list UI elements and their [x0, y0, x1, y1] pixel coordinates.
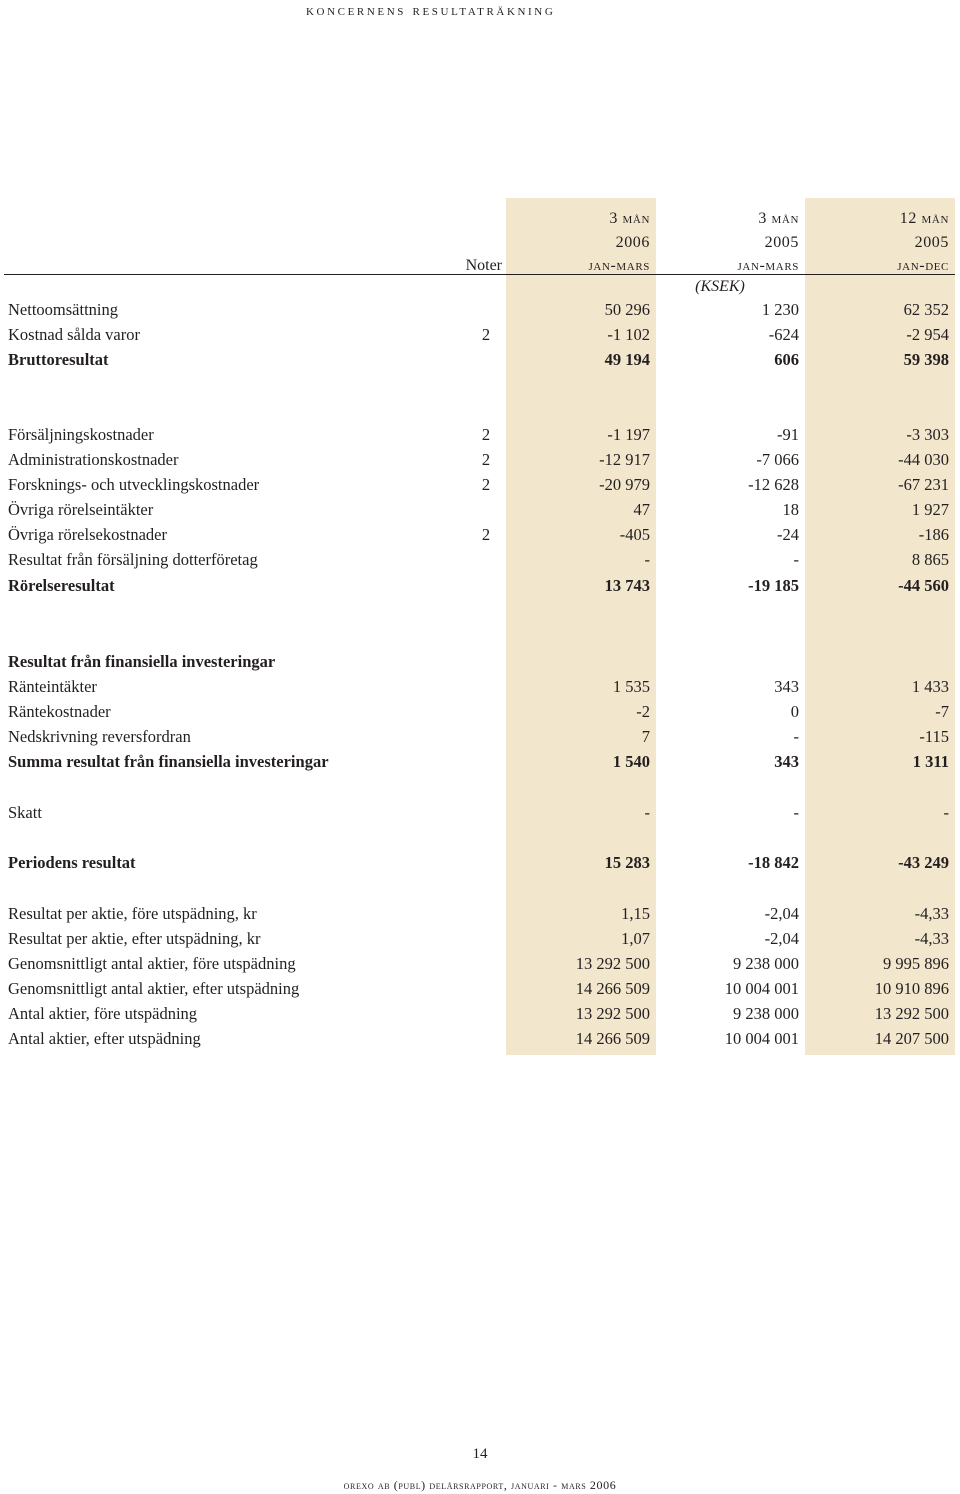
row-label: Bruttoresultat: [8, 350, 109, 369]
table-row: [0, 650, 960, 674]
value-q1-2006: -: [644, 550, 650, 569]
row-label: Antal aktier, efter utspädning: [8, 1029, 201, 1048]
table-row: [0, 675, 960, 699]
table-row: [0, 1002, 960, 1026]
value-fy-2005: -7: [935, 702, 949, 721]
table-row: [0, 725, 960, 749]
col2-period: 3 mån: [758, 210, 799, 227]
row-label: Försäljningskostnader: [8, 425, 154, 444]
row-label: Räntekostnader: [8, 702, 111, 721]
table-row: [0, 700, 960, 724]
value-q1-2006: -1 102: [607, 325, 650, 344]
value-q1-2005: -2,04: [764, 904, 799, 923]
table-row: [0, 323, 960, 347]
value-q1-2006: 13 743: [604, 576, 650, 595]
col3-period: 12 mån: [899, 210, 949, 227]
value-q1-2006: 47: [633, 500, 650, 519]
value-q1-2006: -2: [636, 702, 650, 721]
value-q1-2005: -18 842: [748, 853, 799, 872]
value-q1-2006: 1,07: [621, 929, 650, 948]
table-row: [0, 927, 960, 951]
value-fy-2005: -3 303: [906, 425, 949, 444]
page-number: 14: [472, 1446, 488, 1462]
row-label: Övriga rörelsekostnader: [8, 525, 167, 544]
value-q1-2005: 18: [782, 500, 799, 519]
value-q1-2005: 9 238 000: [733, 954, 799, 973]
value-fy-2005: 1 433: [911, 677, 949, 696]
table-row: [0, 448, 960, 472]
table-row: [0, 298, 960, 322]
noter-header: Noter: [465, 257, 502, 274]
value-fy-2005: -4,33: [914, 929, 949, 948]
value-fy-2005: -2 954: [906, 325, 949, 344]
table-row: [0, 902, 960, 926]
value-fy-2005: -44 560: [898, 576, 949, 595]
col2-range: jan-mars: [737, 257, 799, 274]
row-note: 2: [481, 450, 491, 469]
value-q1-2005: -91: [777, 425, 799, 444]
value-q1-2005: -2,04: [764, 929, 799, 948]
value-q1-2006: 13 292 500: [575, 954, 650, 973]
row-label: Nedskrivning reversfordran: [8, 727, 191, 746]
row-note: 2: [481, 525, 491, 544]
value-q1-2006: 15 283: [604, 853, 650, 872]
col3-year: 2005: [914, 234, 949, 251]
col1-period: 3 mån: [609, 210, 650, 227]
value-q1-2006: -405: [619, 525, 650, 544]
value-fy-2005: 62 352: [903, 300, 949, 319]
table-row: [0, 473, 960, 497]
value-fy-2005: 9 995 896: [883, 954, 949, 973]
value-q1-2006: -12 917: [599, 450, 650, 469]
value-fy-2005: 59 398: [903, 350, 949, 369]
footer-text: orexo ab (publ) delårsrapport, januari - mars 2006: [343, 1478, 617, 1492]
table-row: [0, 498, 960, 522]
row-label: Resultat per aktie, före utspädning, kr: [8, 904, 257, 923]
value-q1-2005: 9 238 000: [733, 1004, 799, 1023]
row-label: Genomsnittligt antal aktier, efter utspädning: [8, 979, 300, 998]
value-q1-2005: 343: [774, 677, 799, 696]
value-q1-2005: -624: [768, 325, 799, 344]
value-q1-2005: -24: [777, 525, 799, 544]
value-fy-2005: 1 311: [912, 752, 949, 771]
value-q1-2006: -20 979: [599, 475, 650, 494]
unit-label: (KSEK): [695, 278, 745, 295]
row-label: Summa resultat från finansiella investeringar: [8, 752, 329, 771]
value-fy-2005: 13 292 500: [874, 1004, 949, 1023]
value-fy-2005: 14 207 500: [874, 1029, 949, 1048]
row-label: Övriga rörelseintäkter: [8, 500, 154, 519]
row-label: Periodens resultat: [8, 853, 136, 872]
header-rule: [4, 274, 955, 275]
value-q1-2006: 14 266 509: [575, 979, 650, 998]
value-fy-2005: -: [943, 803, 949, 822]
value-q1-2006: 14 266 509: [575, 1029, 650, 1048]
row-label: Resultat från finansiella investeringar: [8, 652, 276, 671]
value-q1-2006: 1,15: [621, 904, 650, 923]
value-q1-2005: 10 004 001: [724, 1029, 799, 1048]
table-row: [0, 750, 960, 774]
value-fy-2005: 8 865: [911, 550, 949, 569]
row-label: Kostnad sålda varor: [8, 325, 140, 344]
value-fy-2005: -67 231: [898, 475, 949, 494]
row-label: Resultat per aktie, efter utspädning, kr: [8, 929, 261, 948]
value-fy-2005: -44 030: [898, 450, 949, 469]
row-label: Genomsnittligt antal aktier, före utspädning: [8, 954, 296, 973]
table-row: [0, 523, 960, 547]
table-row: [0, 423, 960, 447]
value-fy-2005: -186: [918, 525, 949, 544]
value-fy-2005: -4,33: [914, 904, 949, 923]
value-q1-2006: 49 194: [604, 350, 650, 369]
row-label: Resultat från försäljning dotterföretag: [8, 550, 258, 569]
value-q1-2005: 343: [774, 752, 799, 771]
row-label: Antal aktier, före utspädning: [8, 1004, 198, 1023]
value-q1-2006: 13 292 500: [575, 1004, 650, 1023]
col2-year: 2005: [764, 234, 799, 251]
value-q1-2006: 1 535: [612, 677, 650, 696]
value-fy-2005: 10 910 896: [874, 979, 949, 998]
row-note: 2: [481, 475, 491, 494]
value-q1-2005: -: [793, 550, 799, 569]
row-label: Rörelseresultat: [8, 576, 115, 595]
value-q1-2006: -1 197: [607, 425, 650, 444]
row-label: Forsknings- och utvecklingskostnader: [8, 475, 260, 494]
table-row: [0, 548, 960, 572]
value-q1-2005: 606: [774, 350, 799, 369]
col1-range: jan-mars: [588, 257, 650, 274]
value-q1-2005: -12 628: [748, 475, 799, 494]
value-q1-2006: 1 540: [612, 752, 650, 771]
value-q1-2005: -7 066: [756, 450, 799, 469]
value-q1-2005: -19 185: [748, 576, 799, 595]
table-row: [0, 348, 960, 372]
table-row: [0, 851, 960, 875]
col1-year: 2006: [615, 234, 650, 251]
table-row: [0, 952, 960, 976]
row-note: 2: [481, 325, 491, 344]
value-q1-2005: 0: [790, 702, 799, 721]
row-label: Skatt: [8, 803, 42, 822]
value-q1-2005: 10 004 001: [724, 979, 799, 998]
value-q1-2005: 1 230: [761, 300, 799, 319]
value-q1-2006: 7: [641, 727, 650, 746]
table-row: [0, 1027, 960, 1051]
row-label: Ränteintäkter: [8, 677, 97, 696]
value-fy-2005: -43 249: [898, 853, 949, 872]
table-row: [0, 977, 960, 1001]
value-fy-2005: -115: [919, 727, 949, 746]
value-q1-2005: -: [793, 803, 799, 822]
col3-range: jan-dec: [897, 257, 949, 274]
value-q1-2005: -: [793, 727, 799, 746]
table-row: [0, 801, 960, 825]
row-note: 2: [481, 425, 491, 444]
row-label: Administrationskostnader: [8, 450, 179, 469]
value-q1-2006: -: [644, 803, 650, 822]
row-label: Nettoomsättning: [8, 300, 118, 319]
value-q1-2006: 50 296: [604, 300, 650, 319]
table-row: [0, 574, 960, 598]
value-fy-2005: 1 927: [911, 500, 949, 519]
page-title: koncernens resultaträkning: [306, 2, 556, 19]
